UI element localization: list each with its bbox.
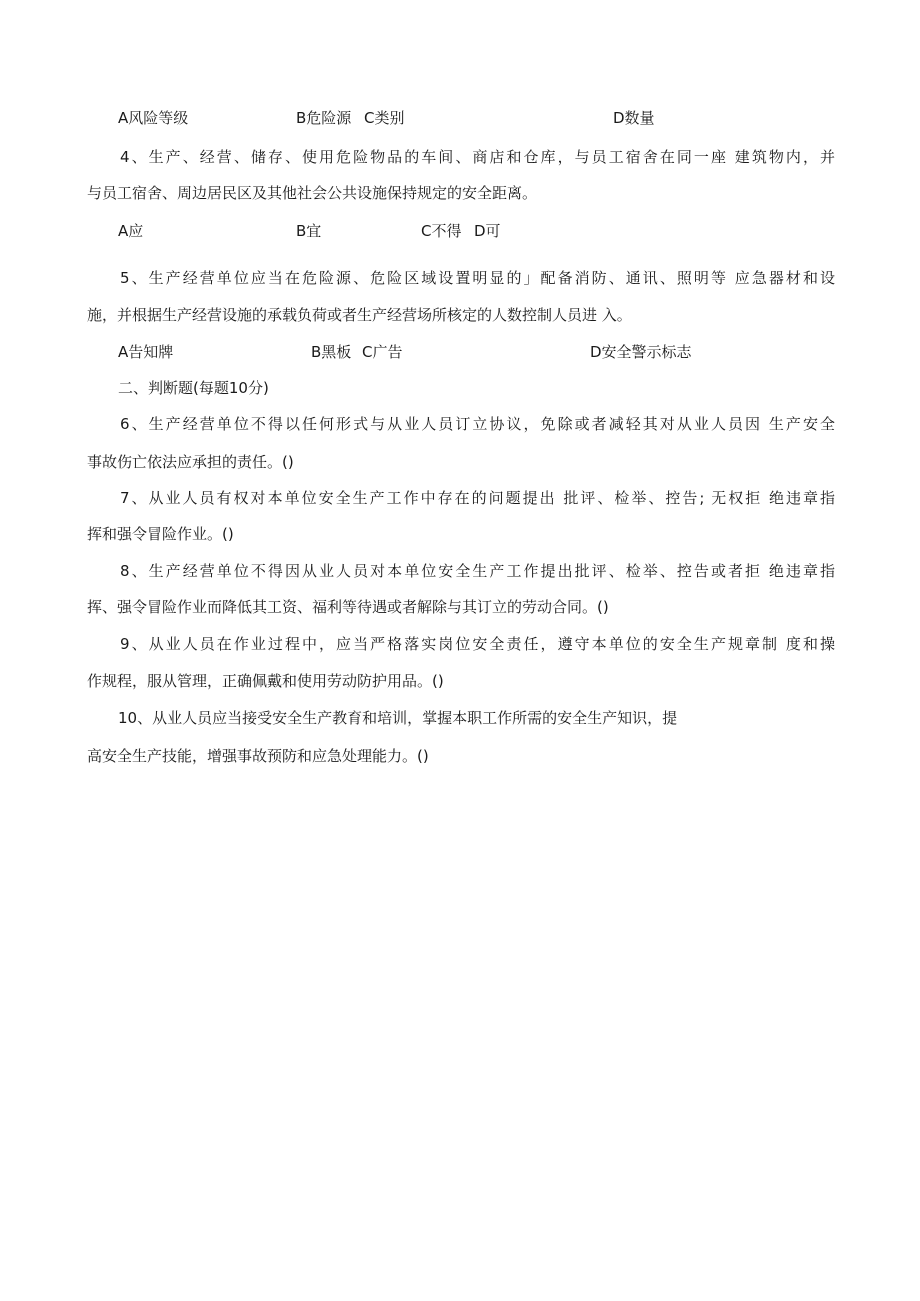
q5-option-b: B黑板 (311, 343, 352, 361)
q9-text-line-1: 9、从业人员在作业过程中，应当严格落实岗位安全责任，遵守本单位的安全生产规章制 度和操 (120, 635, 835, 653)
q3-option-a: A风险等级 (118, 109, 189, 127)
q4-option-c: C不得 (421, 222, 462, 240)
q7-text-line-2: 挥和强令冒险作业。() (87, 525, 234, 543)
q6-text-line-2: 事故伤亡依法应承担的责任。() (87, 453, 294, 471)
q5-option-d: D安全警示标志 (590, 343, 692, 361)
q10-text-line-2: 高安全生产技能，增强事故预防和应急处理能力。() (87, 747, 429, 765)
q4-text-line-1: 4、生产、经营、储存、使用危险物品的车间、商店和仓库，与员工宿舍在同一座 建筑物内，并 (120, 148, 835, 166)
q6-text-line-1: 6、生产经营单位不得以任何形式与从业人员订立协议，免除或者减轻其对从业人员因 生产安全 (120, 415, 835, 433)
q4-option-a: A应 (118, 222, 144, 240)
q4-option-d: D可 (474, 222, 501, 240)
q5-text-line-2: 施，并根据生产经营设施的承载负荷或者生产经营场所核定的人数控制人员进 入。 (87, 306, 632, 324)
q7-text-line-1: 7、从业人员有权对本单位安全生产工作中存在的问题提出 批评、检举、控告; 无权拒 绝违章指 (120, 489, 835, 507)
q8-text-line-1: 8、生产经营单位不得因从业人员对本单位安全生产工作提出批评、检举、控告或者拒 绝违章指 (120, 562, 835, 580)
q5-text-line-1: 5、生产经营单位应当在危险源、危险区域设置明显的」配备消防、通讯、照明等 应急器材和设 (120, 269, 835, 287)
q10-text-line-1: 10、从业人员应当接受安全生产教育和培训，掌握本职工作所需的安全生产知识，提 (118, 709, 678, 727)
q5-option-a: A告知牌 (118, 343, 174, 361)
q4-text-line-2: 与员工宿舍、周边居民区及其他社会公共设施保持规定的安全距离。 (87, 184, 538, 202)
q8-text-line-2: 挥、强令冒险作业而降低其工资、福利等待遇或者解除与其订立的劳动合同。() (87, 598, 609, 616)
q9-text-line-2: 作规程，服从管理，正确佩戴和使用劳动防护用品。() (87, 672, 444, 690)
q4-option-b: B宜 (296, 222, 322, 240)
section-2-heading: 二、判断题(每题10分) (118, 379, 269, 397)
q3-option-c: C类别 (364, 109, 405, 127)
q3-option-b: B危险源 (296, 109, 352, 127)
q3-option-d: D数量 (613, 109, 655, 127)
q5-option-c: C广告 (362, 343, 403, 361)
